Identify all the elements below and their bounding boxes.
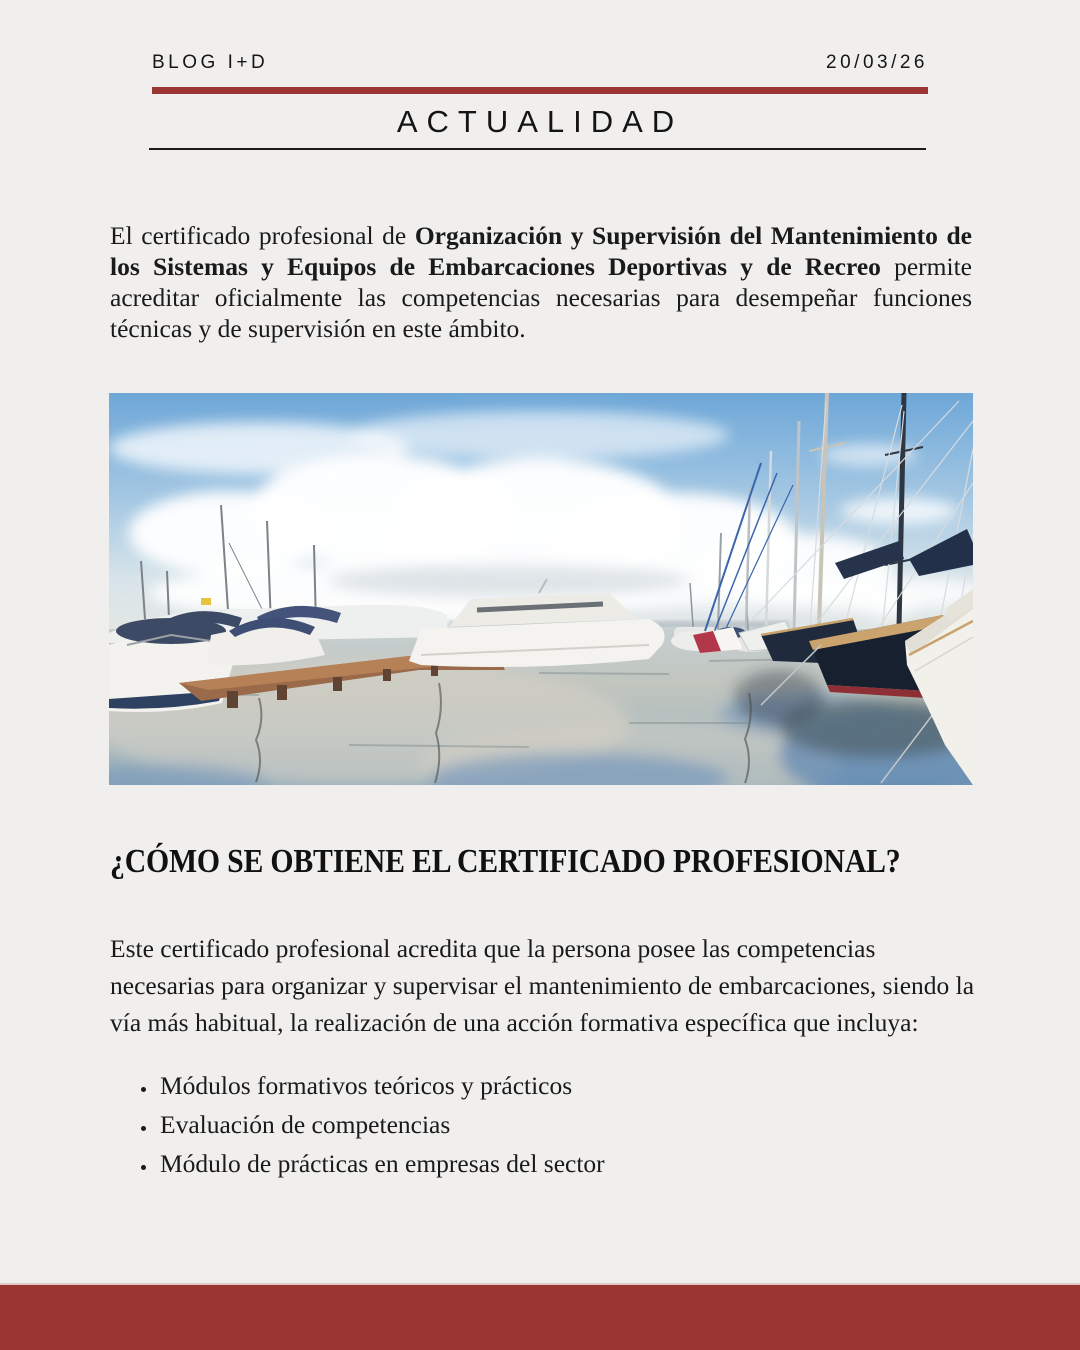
marina-photo-art bbox=[109, 393, 973, 785]
section-heading: ¿CÓMO SE OBTIENE EL CERTIFICADO PROFESIONAL? bbox=[110, 843, 901, 881]
intro-paragraph bbox=[110, 220, 972, 344]
intro-text-lead: El certificado profesional de bbox=[110, 220, 415, 250]
intro-text-tail: permite acreditar oficialmente las competencias necesarias para desempeñar funciones técnicas y de supervisión en este ámbito. bbox=[110, 251, 972, 343]
section-title: ACTUALIDAD bbox=[396, 104, 684, 139]
body-paragraph: Este certificado profesional acredita que la persona posee las competencias necesarias para organizar y supervisar el mantenimiento de embarcaciones, siendo la vía más habitual, la realización de una acción formativa específica que incluya: bbox=[110, 933, 975, 1037]
list-item bbox=[158, 1066, 1018, 1105]
list-item-text: Módulo de prácticas en empresas del sector bbox=[160, 1149, 605, 1178]
flag bbox=[201, 598, 211, 605]
title-underline bbox=[149, 148, 926, 150]
list-item bbox=[158, 1144, 1018, 1183]
intro-text-bold: Organización y Supervisión del Mantenimiento de los Sistemas y Equipos de Embarcaciones Deportivas y de Recreo bbox=[110, 220, 973, 281]
blog-label: BLOG I+D bbox=[152, 52, 269, 73]
footer-band bbox=[0, 1283, 1080, 1350]
list-item bbox=[158, 1105, 1018, 1144]
list-item-text: Módulos formativos teóricos y prácticos bbox=[160, 1071, 573, 1100]
header bbox=[152, 52, 928, 74]
list-item-text: Evaluación de competencias bbox=[160, 1110, 451, 1139]
date-label: 20/03/26 bbox=[826, 52, 928, 73]
marina-photo bbox=[109, 393, 973, 785]
header-divider bbox=[152, 87, 928, 94]
requirements-list bbox=[110, 1066, 1018, 1183]
